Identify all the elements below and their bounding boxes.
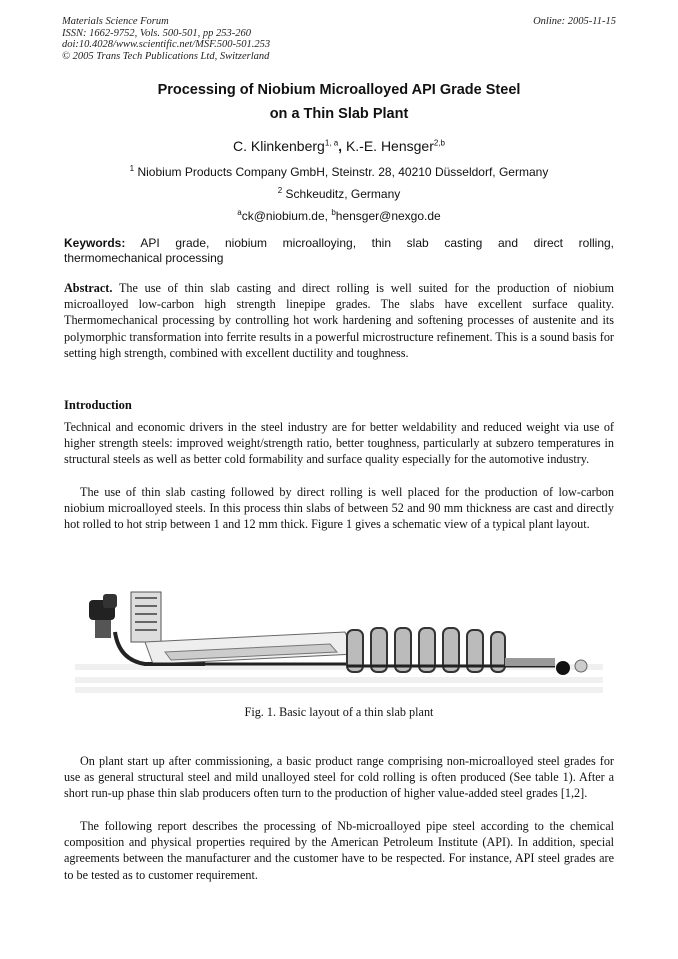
author-2: K.-E. Hensger — [345, 138, 434, 154]
author-separator: , — [338, 138, 346, 154]
figure-caption: Fig. 1. Basic layout of a thin slab plant — [244, 705, 434, 719]
journal-name: Materials Science Forum — [62, 16, 169, 27]
author-1-sup: 1, a — [324, 138, 339, 148]
email-a: ck@niobium.de, — [241, 209, 332, 223]
affiliation-2-text: Schkeuditz, Germany — [285, 187, 401, 201]
affiliation-1-text: Niobium Products Company GmbH, Steinstr. 28, 40210 Düsseldorf, Germany — [137, 165, 549, 179]
affiliation-1 — [62, 165, 616, 179]
doi-line: doi:10.4028/www.scientific.net/MSF.500-501.253 — [62, 39, 271, 50]
email-a-sup: a — [237, 208, 242, 217]
online-date: Online: 2005-11-15 — [533, 16, 616, 27]
ladle-turret-icon — [89, 594, 117, 638]
emails — [62, 209, 616, 223]
affiliation-2-num: 2 — [277, 186, 283, 195]
intro-paragraph-2: The use of thin slab casting followed by direct rolling is well placed for the production of low-carbon niobium microalloyed steels. In this process thin slabs of between 52 and 90 mm thickness are cast and directly hot rolled to hot strip between 1 and 12 mm thick. Figure 1 gives a schematic view of a typical plant layout. — [64, 485, 614, 532]
author-line — [62, 138, 616, 154]
email-b: hensger@nexgo.de — [335, 209, 441, 223]
body-paragraph-3: On plant start up after commissioning, a basic product range comprising non-microalloyed steel grades for use as general structural steel and mild unalloyed steel for cold rolling is often produced (See table 1). After a short run-up phase thin slab producers often turn to the production of higher value-added steel grades [1,2]. — [64, 754, 614, 801]
author-1: C. Klinkenberg — [232, 138, 325, 154]
copyright-line: © 2005 Trans Tech Publications Ltd, Switzerland — [62, 50, 270, 62]
abstract — [64, 280, 614, 361]
abstract-text: The use of thin slab casting and direct rolling is well suited for the production of niobium microalloyed low-carbon high strength linepipe grades. The slabs have excellent surface quality. Thermomechanical processing by controlling hot work hardening and softening processes of austenite and its polymorphic transformation into ferrite results in a powerful microstructure refinement. This is a sound basis for setting high strength, combined with excellent ductility and toughness. — [64, 281, 615, 360]
figure-background — [75, 667, 603, 690]
keywords-text-1: API grade, niobium microalloying, thin slab casting and direct rolling, — [140, 236, 614, 250]
keywords-line2: thermomechanical processing — [64, 251, 224, 265]
author-2-sup: 2,b — [433, 138, 445, 148]
body-paragraph-4: The following report describes the processing of Nb-microalloyed pipe steel according to the chemical composition and physical properties required by the American Petroleum Institute (API). In addition, special agreements between the manufacturer and the customer have to be respected. For instance, API steel grades are to be tested as to customer requirement. — [64, 819, 614, 882]
keywords-line1 — [64, 236, 614, 252]
intro-paragraph-1: Technical and economic drivers in the steel industry are for better weldability and reduced weight via use of higher strength steels: improved weight/strength ratio, better toughness, particularly at subzero temperatures in structural steels as well as better cold formability and surface quality especially for the automotive industry. — [64, 420, 614, 467]
tunnel-furnace-icon — [145, 632, 355, 664]
caster-tower-icon — [131, 592, 161, 642]
affiliation-2 — [62, 187, 616, 201]
keywords-label: Keywords: — [64, 236, 126, 250]
paper-title-line1: Processing of Niobium Microalloyed API Grade Steel — [157, 82, 521, 98]
affiliation-1-num: 1 — [129, 164, 135, 173]
section-heading-introduction: Introduction — [64, 398, 132, 412]
abstract-label: Abstract. — [64, 281, 113, 295]
paper-title-line2: on a Thin Slab Plant — [269, 106, 409, 122]
journal-header — [62, 16, 616, 62]
email-b-sup: b — [331, 208, 336, 217]
plant-layout-figure — [75, 572, 603, 694]
issn-line: ISSN: 1662-9752, Vols. 500-501, pp 253-260 — [62, 27, 251, 39]
